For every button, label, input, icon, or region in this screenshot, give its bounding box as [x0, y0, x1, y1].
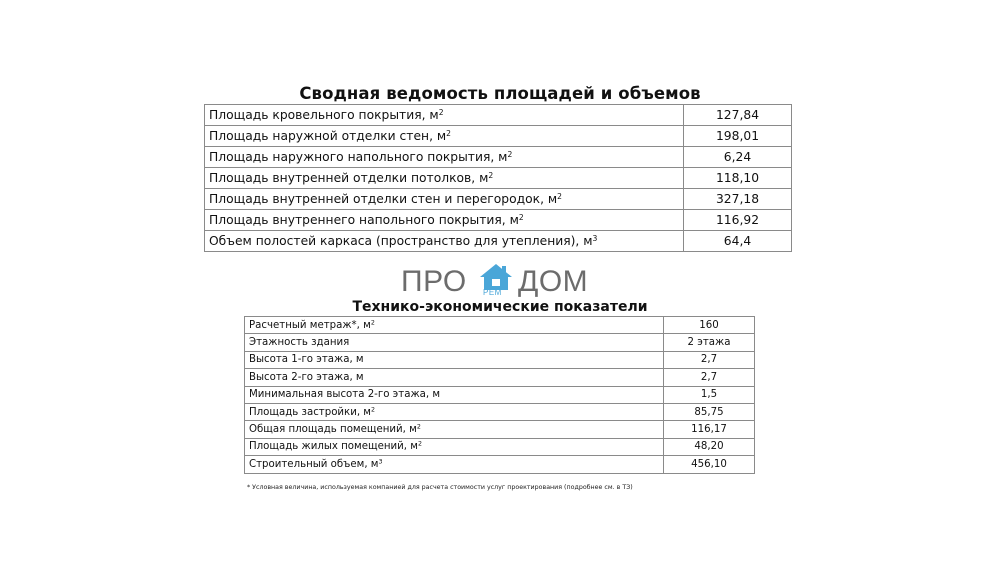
row-value: 456,10 [664, 456, 755, 473]
row-label: Высота 2-го этажа, м [245, 369, 664, 386]
table-row [245, 421, 755, 438]
table-row [245, 386, 755, 403]
row-label: Строительный объем, $м^3$ [245, 456, 664, 473]
logo-text-left: ПРО [401, 265, 467, 298]
table-row [245, 317, 755, 334]
row-value: 198,01 [684, 126, 792, 147]
row-value: 118,10 [684, 168, 792, 189]
row-label: Общая площадь помещений, $м^2$ [245, 421, 664, 438]
table-row [245, 334, 755, 351]
table-row [245, 403, 755, 420]
table-row [205, 231, 792, 252]
row-label: Площадь жилых помещений, $м^2$ [245, 438, 664, 455]
row-value: 2,7 [664, 369, 755, 386]
row-value: 48,20 [664, 438, 755, 455]
table-row [205, 168, 792, 189]
row-label: Площадь наружного напольного покрытия, $м^2$ [205, 147, 684, 168]
summary-table [204, 104, 792, 252]
row-value: 2,7 [664, 351, 755, 368]
table-row [245, 438, 755, 455]
company-logo [400, 262, 600, 304]
summary-title: Сводная ведомость площадей и объемов [299, 84, 701, 103]
row-value: 85,75 [664, 403, 755, 420]
row-value: 2 этажа [664, 334, 755, 351]
table-row [205, 105, 792, 126]
row-value: 64,4 [684, 231, 792, 252]
tech-title: Технико-экономические показатели [352, 299, 648, 315]
row-label: Площадь застройки, $м^2$ [245, 403, 664, 420]
row-label: Площадь внутренней отделки потолков, $м^2$ [205, 168, 684, 189]
row-value: 116,92 [684, 210, 792, 231]
table-row [245, 369, 755, 386]
row-label: Площадь внутреннего напольного покрытия, $м^2$ [205, 210, 684, 231]
row-label: Этажность здания [245, 334, 664, 351]
row-label: Площадь внутренней отделки стен и перегородок, $м^2$ [205, 189, 684, 210]
row-label: Площадь кровельного покрытия, $м^2$ [205, 105, 684, 126]
row-label: Расчетный метраж*, $м^2$ [245, 317, 664, 334]
tech-table [244, 316, 755, 474]
table-row [205, 210, 792, 231]
row-value: 1,5 [664, 386, 755, 403]
row-label: Минимальная высота 2-го этажа, м [245, 386, 664, 403]
row-value: 160 [664, 317, 755, 334]
logo-small-text: РЕМ [483, 288, 502, 297]
row-label: Высота 1-го этажа, м [245, 351, 664, 368]
table-row [245, 351, 755, 368]
row-label: Площадь наружной отделки стен, $м^2$ [205, 126, 684, 147]
row-value: 127,84 [684, 105, 792, 126]
footnote: * Условная величина, используемая компанией для расчета стоимости услуг проектирования (подробнее см. в ТЗ) [247, 484, 633, 491]
row-value: 116,17 [664, 421, 755, 438]
row-value: 6,24 [684, 147, 792, 168]
table-row [205, 126, 792, 147]
table-row [205, 189, 792, 210]
table-row [205, 147, 792, 168]
row-value: 327,18 [684, 189, 792, 210]
table-row [245, 456, 755, 473]
logo-text-right: ДОМ [518, 265, 589, 298]
row-label: Объем полостей каркаса (пространство для утепления), $м^3$ [205, 231, 684, 252]
